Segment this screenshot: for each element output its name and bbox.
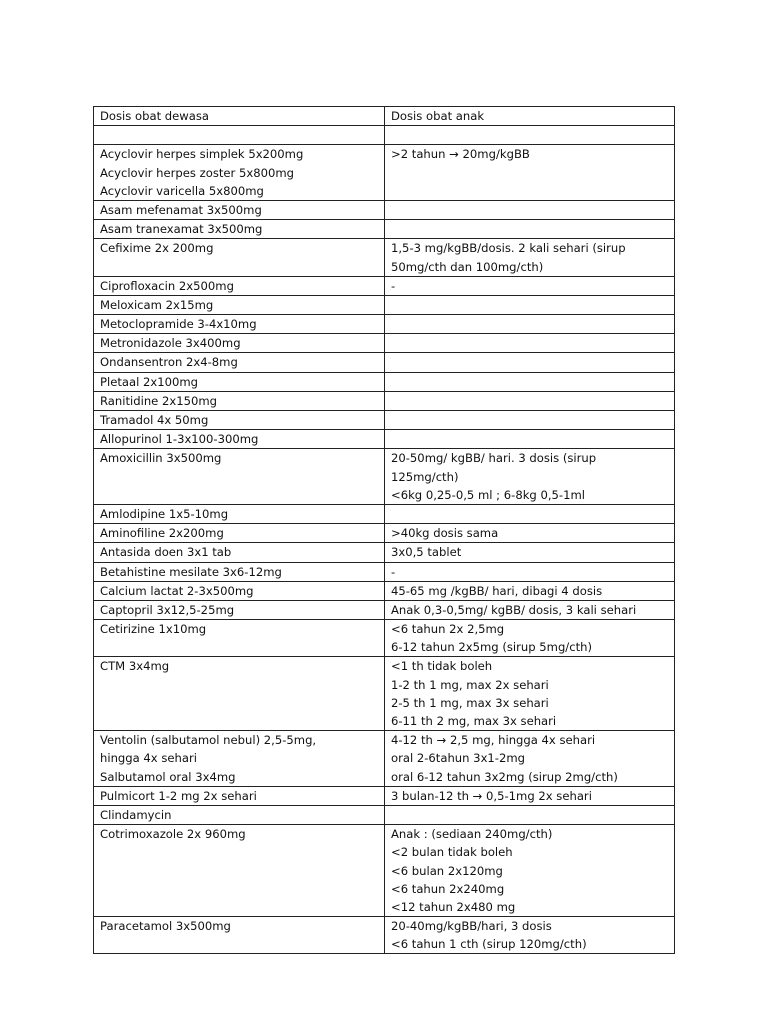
dose-line: 1,5-3 mg/kgBB/dosis. 2 kali sehari (sirup bbox=[391, 241, 626, 256]
table-row bbox=[94, 239, 675, 276]
dose-line: 45-65 mg /kgBB/ hari, dibagi 4 dosis bbox=[391, 583, 603, 598]
child-dose-cell bbox=[385, 543, 675, 562]
table-row bbox=[94, 543, 675, 562]
table-row bbox=[94, 786, 675, 805]
dose-line bbox=[391, 201, 668, 219]
adult-dose-cell bbox=[94, 524, 385, 543]
dose-line: Ranitidine 2x150mg bbox=[100, 393, 218, 408]
dose-line: Ventolin (salbutamol nebul) 2,5-5mg, bbox=[100, 733, 317, 748]
table-row bbox=[94, 562, 675, 581]
child-dose-cell bbox=[385, 295, 675, 314]
table-row bbox=[94, 315, 675, 334]
dose-line: 2-5 th 1 mg, max 3x sehari bbox=[391, 695, 549, 710]
table-row bbox=[94, 276, 675, 295]
table-row bbox=[94, 145, 675, 201]
dose-line: Metoclopramide 3-4x10mg bbox=[100, 317, 257, 332]
table-row bbox=[94, 220, 675, 239]
adult-dose-cell bbox=[94, 825, 385, 917]
child-dose-cell bbox=[385, 786, 675, 805]
table-row bbox=[94, 411, 675, 430]
adult-dose-cell bbox=[94, 581, 385, 600]
dose-line: <6 tahun 2x240mg bbox=[391, 881, 505, 896]
dose-line: oral 2-6tahun 3x1-2mg bbox=[391, 751, 526, 766]
child-dose-cell bbox=[385, 504, 675, 523]
adult-dose-cell bbox=[94, 449, 385, 505]
child-dose-cell bbox=[385, 620, 675, 657]
dose-line: CTM 3x4mg bbox=[100, 659, 170, 674]
dose-line bbox=[391, 220, 668, 238]
dose-line: Metronidazole 3x400mg bbox=[100, 336, 241, 351]
child-dose-cell bbox=[385, 126, 675, 145]
dose-line: Meloxicam 2x15mg bbox=[100, 297, 214, 312]
dose-line: 3x0,5 tablet bbox=[391, 545, 462, 560]
dose-line: 6-12 tahun 2x5mg (sirup 5mg/cth) bbox=[391, 640, 592, 655]
dose-line: Cefixime 2x 200mg bbox=[100, 241, 214, 256]
adult-dose-cell bbox=[94, 372, 385, 391]
dose-line: <6 tahun 2x 2,5mg bbox=[391, 622, 505, 637]
child-dose-cell bbox=[385, 825, 675, 917]
table-row bbox=[94, 620, 675, 657]
dose-line: Aminofiline 2x200mg bbox=[100, 526, 224, 541]
dose-line: hingga 4x sehari bbox=[100, 751, 197, 766]
table-row bbox=[94, 353, 675, 372]
table-body bbox=[94, 126, 675, 954]
dose-line: >40kg dosis sama bbox=[391, 526, 499, 541]
adult-dose-cell bbox=[94, 430, 385, 449]
header-adult-dose: Dosis obat dewasa bbox=[94, 107, 385, 126]
adult-dose-cell bbox=[94, 276, 385, 295]
dose-line: Amoxicillin 3x500mg bbox=[100, 451, 222, 466]
table-row bbox=[94, 504, 675, 523]
child-dose-cell bbox=[385, 430, 675, 449]
dose-line: 4-12 th → 2,5 mg, hingga 4x sehari bbox=[391, 733, 596, 748]
dosage-table bbox=[93, 106, 675, 954]
table-row bbox=[94, 200, 675, 219]
adult-dose-cell bbox=[94, 805, 385, 824]
adult-dose-cell bbox=[94, 620, 385, 657]
dose-line: Asam tranexamat 3x500mg bbox=[100, 222, 263, 237]
table-row bbox=[94, 524, 675, 543]
child-dose-cell bbox=[385, 917, 675, 954]
adult-dose-cell bbox=[94, 562, 385, 581]
child-dose-cell bbox=[385, 562, 675, 581]
child-dose-cell bbox=[385, 805, 675, 824]
dose-line: Tramadol 4x 50mg bbox=[100, 413, 209, 428]
dose-line: 50mg/cth dan 100mg/cth) bbox=[391, 259, 544, 274]
child-dose-cell bbox=[385, 657, 675, 731]
adult-dose-cell bbox=[94, 504, 385, 523]
dose-line bbox=[391, 315, 668, 333]
table-row bbox=[94, 126, 675, 145]
dose-line: Antasida doen 3x1 tab bbox=[100, 545, 232, 560]
dose-line: Calcium lactat 2-3x500mg bbox=[100, 583, 254, 598]
dose-line: Allopurinol 1-3x100-300mg bbox=[100, 432, 259, 447]
dose-line: 1-2 th 1 mg, max 2x sehari bbox=[391, 677, 549, 692]
dose-line: 6-11 th 2 mg, max 3x sehari bbox=[391, 714, 557, 729]
adult-dose-cell bbox=[94, 411, 385, 430]
dose-line: <6kg 0,25-0,5 ml ; 6-8kg 0,5-1ml bbox=[391, 487, 585, 502]
dose-line bbox=[391, 430, 668, 448]
dose-line: 125mg/cth) bbox=[391, 469, 459, 484]
dose-line: - bbox=[391, 564, 396, 579]
table-header-row bbox=[94, 107, 675, 126]
child-dose-cell bbox=[385, 411, 675, 430]
table-row bbox=[94, 825, 675, 917]
dose-line: Anak : (sediaan 240mg/cth) bbox=[391, 827, 553, 842]
dose-line: oral 6-12 tahun 3x2mg (sirup 2mg/cth) bbox=[391, 769, 618, 784]
dose-line: <1 th tidak boleh bbox=[391, 659, 493, 674]
table-row bbox=[94, 917, 675, 954]
child-dose-cell bbox=[385, 731, 675, 787]
adult-dose-cell bbox=[94, 657, 385, 731]
dose-line: 20-40mg/kgBB/hari, 3 dosis bbox=[391, 919, 552, 934]
dose-line: Betahistine mesilate 3x6-12mg bbox=[100, 564, 282, 579]
adult-dose-cell bbox=[94, 315, 385, 334]
adult-dose-cell bbox=[94, 145, 385, 201]
table-row bbox=[94, 295, 675, 314]
dose-line: Cetirizine 1x10mg bbox=[100, 622, 207, 637]
child-dose-cell bbox=[385, 276, 675, 295]
dose-line bbox=[391, 126, 668, 144]
dose-line: Anak 0,3-0,5mg/ kgBB/ dosis, 3 kali sehari bbox=[391, 602, 637, 617]
child-dose-cell bbox=[385, 524, 675, 543]
table-row bbox=[94, 334, 675, 353]
table-row bbox=[94, 805, 675, 824]
table-row bbox=[94, 581, 675, 600]
adult-dose-cell bbox=[94, 731, 385, 787]
adult-dose-cell bbox=[94, 334, 385, 353]
dose-line bbox=[391, 373, 668, 391]
table-row bbox=[94, 372, 675, 391]
table-row bbox=[94, 430, 675, 449]
table-row bbox=[94, 657, 675, 731]
adult-dose-cell bbox=[94, 917, 385, 954]
child-dose-cell bbox=[385, 449, 675, 505]
dose-line: Ciprofloxacin 2x500mg bbox=[100, 278, 234, 293]
dose-line: Acyclovir herpes zoster 5x800mg bbox=[100, 165, 295, 180]
dose-line: Pulmicort 1-2 mg 2x sehari bbox=[100, 788, 257, 803]
adult-dose-cell bbox=[94, 126, 385, 145]
dose-line: <6 bulan 2x120mg bbox=[391, 863, 503, 878]
dose-line bbox=[100, 126, 378, 144]
child-dose-cell bbox=[385, 353, 675, 372]
child-dose-cell bbox=[385, 239, 675, 276]
dose-line: Acyclovir varicella 5x800mg bbox=[100, 183, 264, 198]
table-row bbox=[94, 449, 675, 505]
dose-line: Amlodipine 1x5-10mg bbox=[100, 506, 229, 521]
dose-line: Captopril 3x12,5-25mg bbox=[100, 602, 235, 617]
dose-line: - bbox=[391, 278, 396, 293]
dose-line: Paracetamol 3x500mg bbox=[100, 919, 231, 934]
dose-line: Asam mefenamat 3x500mg bbox=[100, 202, 262, 217]
adult-dose-cell bbox=[94, 200, 385, 219]
child-dose-cell bbox=[385, 391, 675, 410]
table-row bbox=[94, 391, 675, 410]
child-dose-cell bbox=[385, 220, 675, 239]
dose-line bbox=[391, 334, 668, 352]
child-dose-cell bbox=[385, 315, 675, 334]
dose-line: Clindamycin bbox=[100, 807, 172, 822]
dose-line bbox=[391, 296, 668, 314]
adult-dose-cell bbox=[94, 391, 385, 410]
dose-line: <12 tahun 2x480 mg bbox=[391, 899, 516, 914]
adult-dose-cell bbox=[94, 295, 385, 314]
child-dose-cell bbox=[385, 145, 675, 201]
dose-line: 20-50mg/ kgBB/ hari. 3 dosis (sirup bbox=[391, 451, 597, 466]
child-dose-cell bbox=[385, 600, 675, 619]
child-dose-cell bbox=[385, 581, 675, 600]
dose-line: Pletaal 2x100mg bbox=[100, 374, 199, 389]
dose-line: 3 bulan-12 th → 0,5-1mg 2x sehari bbox=[391, 788, 592, 803]
adult-dose-cell bbox=[94, 220, 385, 239]
dose-line bbox=[391, 353, 668, 371]
header-child-dose: Dosis obat anak bbox=[385, 107, 675, 126]
adult-dose-cell bbox=[94, 353, 385, 372]
table-row bbox=[94, 731, 675, 787]
adult-dose-cell bbox=[94, 600, 385, 619]
dose-line bbox=[391, 806, 668, 824]
dose-line: Salbutamol oral 3x4mg bbox=[100, 769, 236, 784]
dose-line bbox=[391, 411, 668, 429]
child-dose-cell bbox=[385, 372, 675, 391]
dose-line: Ondansentron 2x4-8mg bbox=[100, 355, 238, 370]
dose-line: Acyclovir herpes simplek 5x200mg bbox=[100, 147, 304, 162]
dose-line: >2 tahun → 20mg/kgBB bbox=[391, 147, 530, 162]
adult-dose-cell bbox=[94, 239, 385, 276]
dose-line: <6 tahun 1 cth (sirup 120mg/cth) bbox=[391, 937, 587, 952]
dose-line bbox=[391, 505, 668, 523]
adult-dose-cell bbox=[94, 786, 385, 805]
child-dose-cell bbox=[385, 200, 675, 219]
dose-line: <2 bulan tidak boleh bbox=[391, 845, 513, 860]
child-dose-cell bbox=[385, 334, 675, 353]
table-row bbox=[94, 600, 675, 619]
dose-line: Cotrimoxazole 2x 960mg bbox=[100, 827, 246, 842]
adult-dose-cell bbox=[94, 543, 385, 562]
dose-line bbox=[391, 392, 668, 410]
